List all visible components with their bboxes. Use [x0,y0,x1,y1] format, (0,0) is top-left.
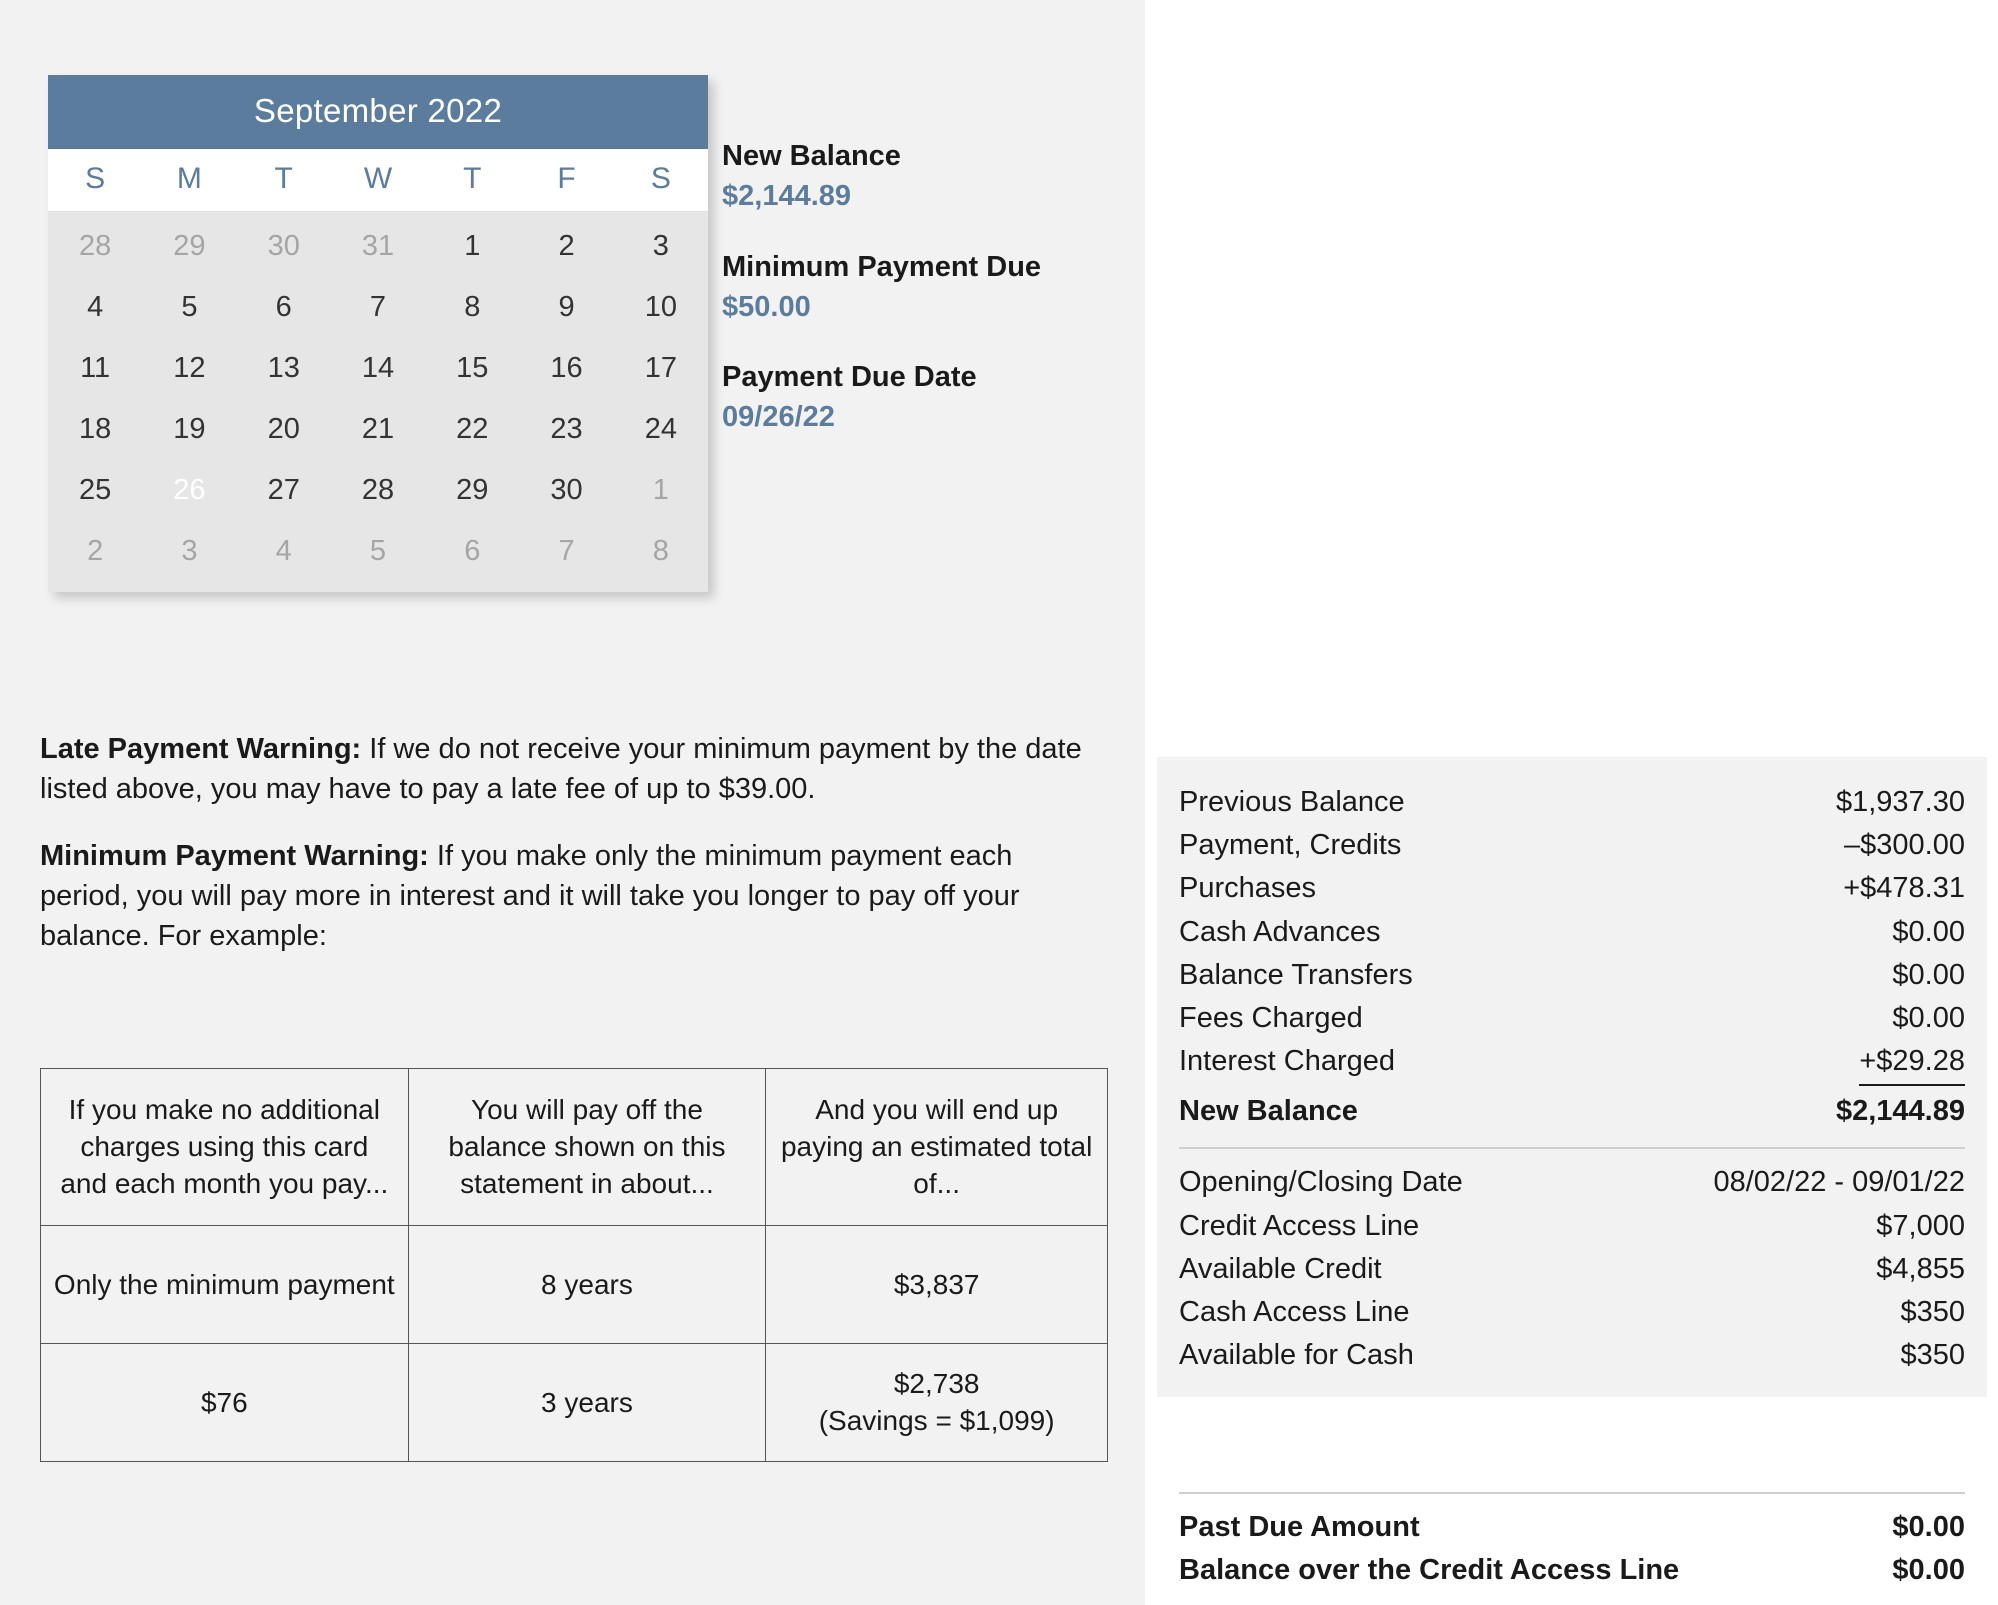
calendar-day-label: 15 [456,352,489,384]
payoff-header-cell: You will pay off the balance shown on this statement in about... [408,1069,766,1226]
account-summary-lines [1179,781,1965,1087]
calendar-day-label: 7 [558,535,575,567]
calendar-day[interactable] [425,399,519,460]
calendar-day-label: 28 [361,474,395,506]
calendar-day-label: 29 [456,474,489,506]
calendar-day-label: 25 [79,474,112,506]
calendar-day[interactable] [331,399,425,460]
payoff-cell: Only the minimum payment [41,1225,409,1343]
calendar-week-row [48,521,708,582]
payoff-header-cell: If you make no additional charges using this card and each month you pay... [41,1069,409,1226]
calendar-day-label: 21 [361,413,395,445]
calendar-day-label: 17 [644,352,677,384]
payoff-cell: 3 years [408,1343,766,1461]
account-summary-row [1179,1040,1965,1087]
account-detail-value: $7,000 [1876,1209,1965,1242]
account-summary-row [1179,911,1965,954]
account-detail-lines [1179,1161,1965,1377]
calendar-day-label: 14 [361,352,395,384]
calendar-day[interactable] [48,338,142,399]
bottom-summary-lines [1179,1506,1965,1592]
calendar-day-label: 2 [558,230,575,262]
payoff-cell: $2,738 (Savings = $1,099) [766,1343,1108,1461]
account-summary-row [1179,954,1965,997]
account-detail-value: 08/02/22 - 09/01/22 [1713,1166,1965,1199]
calendar-week-row [48,216,708,277]
calendar-day-label: 19 [173,413,206,445]
minimum-payment-warning-title: Minimum Payment Warning: [40,840,429,873]
calendar-day-label: 24 [644,413,677,445]
calendar-day[interactable] [142,521,236,582]
calendar-day[interactable] [237,338,331,399]
calendar-day[interactable] [425,460,519,521]
account-summary-value: +$478.31 [1843,872,1965,905]
payoff-cell: 8 years [408,1225,766,1343]
payoff-cell: $3,837 [766,1225,1108,1343]
calendar-day[interactable] [519,399,613,460]
payment-due-date-label: Payment Due Date [722,361,977,393]
payment-due-date-value: 09/26/22 [722,401,835,434]
account-summary-total-label: New Balance [1179,1095,1358,1128]
calendar-day-label: 22 [456,413,489,445]
payoff-row [41,1225,1108,1343]
account-summary-row [1179,824,1965,867]
calendar-day[interactable] [614,277,708,338]
calendar-day-label: 18 [79,413,112,445]
calendar-day-label: 20 [267,413,300,445]
calendar-dow-6: S [650,162,671,195]
calendar-dow-5: F [557,162,576,195]
calendar-day[interactable] [614,460,708,521]
bottom-summary-divider [1179,1492,1965,1494]
calendar-day-label: 3 [652,230,669,262]
account-summary-box [1157,757,1987,1397]
calendar-day[interactable] [331,216,425,277]
late-payment-warning [40,730,1090,809]
account-detail-label: Cash Access Line [1179,1295,1410,1328]
calendar-day[interactable] [237,277,331,338]
bottom-summary-row [1179,1506,1965,1549]
calendar-day[interactable] [519,277,613,338]
account-summary-label: Fees Charged [1179,1001,1363,1034]
account-detail-label: Available Credit [1179,1252,1382,1285]
account-summary-value: $0.00 [1892,1001,1965,1034]
calendar-day-label: 5 [181,291,198,323]
account-detail-value: $4,855 [1876,1252,1965,1285]
warnings-section [40,730,1090,985]
bottom-summary-label: Balance over the Credit Access Line [1179,1554,1680,1587]
calendar-day-of-week-row [48,149,708,212]
minimum-payment-label: Minimum Payment Due [722,250,1042,283]
calendar-day-label: 28 [79,230,112,262]
account-detail-row [1179,1334,1965,1377]
calendar-day-label: 8 [652,535,669,567]
calendar-day[interactable] [331,521,425,582]
account-summary-row [1179,781,1965,824]
calendar-day[interactable] [425,521,519,582]
panel-gap [1145,749,1157,1605]
calendar-day-label: 10 [644,291,677,323]
account-detail-row [1179,1291,1965,1334]
calendar-day-selected[interactable] [142,460,236,521]
calendar-day[interactable] [614,338,708,399]
calendar-week-row [48,399,708,460]
calendar-day[interactable] [237,460,331,521]
account-summary-value: +$29.28 [1859,1041,1965,1086]
calendar-day[interactable] [48,521,142,582]
calendar-day-label: 26 [173,474,206,506]
calendar-week-row [48,277,708,338]
calendar-month-title: September 2022 [48,75,708,149]
bottom-summary-value: $0.00 [1892,1554,1965,1587]
late-payment-warning-text: If we do not receive your minimum payment by the date listed above, you may have to pay a late fee of up to $39.00. [40,733,1082,805]
calendar-day-label: 16 [550,352,583,384]
calendar-week-row [48,338,708,399]
calendar-day[interactable] [331,277,425,338]
account-summary-value: $0.00 [1892,915,1965,948]
account-summary-total-value: $2,144.89 [1835,1095,1965,1128]
account-summary-label: Payment, Credits [1179,829,1402,862]
calendar-day[interactable] [48,216,142,277]
calendar-day[interactable] [237,216,331,277]
account-detail-label: Available for Cash [1179,1339,1414,1372]
calendar-dow-0: S [85,162,106,195]
calendar-day[interactable] [142,216,236,277]
calendar-day-label: 8 [464,291,481,323]
account-summary-label: Balance Transfers [1179,958,1413,991]
calendar-day[interactable] [614,399,708,460]
calendar-day[interactable] [142,338,236,399]
calendar-day[interactable] [519,460,613,521]
calendar-day[interactable] [331,338,425,399]
calendar-grid [48,212,708,592]
calendar-day[interactable] [425,216,519,277]
late-payment-warning-title: Late Payment Warning: [40,733,362,765]
account-detail-row [1179,1161,1965,1204]
calendar-day[interactable] [519,216,613,277]
account-summary-value: $1,937.30 [1835,786,1965,818]
bottom-summary-box [1157,1478,1987,1592]
new-balance-label: New Balance [722,140,901,172]
bottom-summary-row [1179,1549,1965,1592]
calendar-day-label: 9 [558,291,575,323]
account-detail-value: $350 [1900,1339,1965,1372]
calendar-dow-4: T [463,162,482,195]
account-summary-label: Purchases [1179,872,1317,905]
payoff-row [41,1343,1108,1461]
bottom-summary-value: $0.00 [1892,1511,1965,1543]
calendar-day-label: 23 [550,413,583,445]
calendar-day-label: 4 [275,535,292,567]
calendar-day[interactable] [48,460,142,521]
calendar-day[interactable] [142,277,236,338]
account-summary-row [1179,997,1965,1040]
account-summary-label: Previous Balance [1179,786,1405,818]
payoff-header-cell: And you will end up paying an estimated total of... [766,1069,1108,1226]
calendar-day[interactable] [425,338,519,399]
calendar-day-label: 13 [267,352,300,384]
payment-due-calendar [48,75,708,592]
calendar-day-label: 2 [87,535,104,567]
calendar-day-label: 1 [464,230,481,262]
calendar-day-label: 6 [275,291,292,323]
account-summary-row [1179,867,1965,910]
account-detail-label: Credit Access Line [1179,1209,1420,1242]
calendar-day-label: 1 [652,474,669,506]
calendar-dow-2: T [274,162,293,195]
calendar-day[interactable] [48,399,142,460]
new-balance-value: $2,144.89 [722,180,852,213]
account-detail-value: $350 [1900,1295,1965,1328]
calendar-week-row [48,460,708,521]
calendar-day[interactable] [237,521,331,582]
account-summary-divider [1179,1147,1965,1149]
calendar-day-label: 30 [550,474,583,506]
payoff-header-row [41,1069,1108,1226]
calendar-day-label: 7 [369,291,387,323]
calendar-day-label: 6 [464,535,481,567]
calendar-day[interactable] [614,216,708,277]
calendar-day[interactable] [331,460,425,521]
calendar-dow-1: M [176,162,202,195]
calendar-day-label: 30 [267,230,300,262]
account-summary-label: Cash Advances [1179,915,1381,948]
minimum-payment-payoff-table [40,1068,1108,1462]
account-summary-total-row [1179,1087,1965,1133]
calendar-day[interactable] [519,521,613,582]
calendar-day-label: 3 [181,535,198,567]
minimum-payment-value: $50.00 [722,290,811,323]
account-summary-label: Interest Charged [1179,1045,1396,1078]
calendar-day-label: 29 [173,230,206,262]
calendar-day-label: 5 [369,535,387,567]
account-detail-label: Opening/Closing Date [1179,1166,1463,1199]
minimum-payment-warning [40,837,1090,956]
calendar-day[interactable] [425,277,519,338]
calendar-day-label: 11 [80,352,111,384]
calendar-day[interactable] [48,277,142,338]
account-summary-value: –$300.00 [1844,829,1965,862]
account-detail-row [1179,1248,1965,1291]
account-summary-value: $0.00 [1892,958,1965,991]
calendar-day-label: 12 [173,352,206,384]
account-detail-row [1179,1205,1965,1248]
calendar-day-label: 27 [267,474,300,506]
due-summary [722,138,1142,470]
calendar-day[interactable] [237,399,331,460]
payoff-cell: $76 [41,1343,409,1461]
calendar-day-label: 4 [87,291,104,323]
calendar-day[interactable] [614,521,708,582]
bottom-summary-label: Past Due Amount [1179,1511,1420,1543]
calendar-day[interactable] [519,338,613,399]
calendar-dow-3: W [363,162,393,195]
calendar-day-label: 31 [361,230,395,262]
minimum-payment-warning-text: If you make only the minimum payment each period, you will pay more in interest and it will take you longer to pay off your balance. For example: [40,840,1020,952]
calendar-day[interactable] [142,399,236,460]
